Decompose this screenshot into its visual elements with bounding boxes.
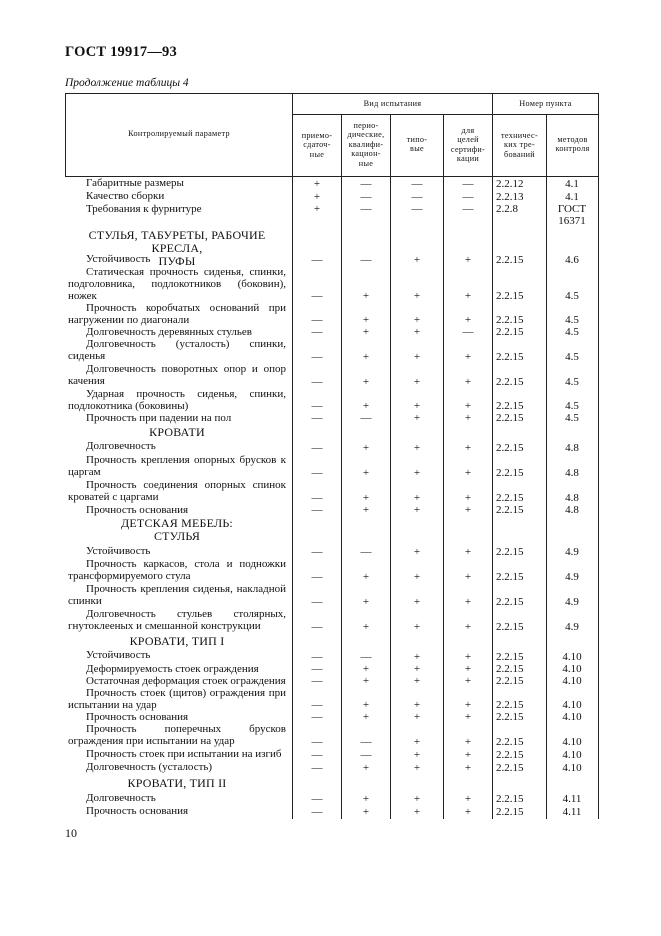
table-row xyxy=(0,266,661,302)
acceptance-test-cell: — xyxy=(311,675,323,687)
acceptance-test-cell: — xyxy=(311,663,323,675)
parameter-cell: Устойчивость xyxy=(86,253,151,265)
tech-requirements-clause-cell: 2.2.15 xyxy=(496,546,524,558)
periodic-test-cell: + xyxy=(362,663,370,675)
table-row xyxy=(0,711,661,723)
tech-requirements-clause-cell: 2.2.8 xyxy=(496,203,518,215)
control-method-clause-cell: ГОСТ 16371 xyxy=(557,203,587,227)
table-row xyxy=(0,558,661,583)
table-row xyxy=(0,302,661,326)
periodic-test-cell: + xyxy=(362,711,370,723)
certification-test-cell: + xyxy=(464,504,472,516)
control-method-clause-cell: 4.5 xyxy=(565,412,579,424)
parameter-cell: Долговечность xyxy=(86,440,156,452)
type-test-cell: + xyxy=(413,254,421,266)
periodic-test-cell: — xyxy=(360,191,372,203)
periodic-test-cell: — xyxy=(360,254,372,266)
periodic-test-cell: + xyxy=(362,806,370,818)
parameter-cell: Прочность основания xyxy=(86,504,189,516)
parameter-cell: Прочность стоек (щитов) ограждения при испытании на удар xyxy=(68,687,286,711)
tech-requirements-clause-cell: 2.2.15 xyxy=(496,326,524,338)
control-method-clause-cell: 4.9 xyxy=(565,621,579,633)
control-method-clause-cell: 4.10 xyxy=(562,749,582,761)
control-method-clause-cell: 4.10 xyxy=(562,736,582,748)
certification-test-cell: + xyxy=(464,675,472,687)
control-method-clause-cell: 4.9 xyxy=(565,571,579,583)
parameter-cell: Требования к фурнитуре xyxy=(86,203,202,215)
type-test-cell: + xyxy=(413,314,421,326)
control-method-clause-cell: 4.10 xyxy=(562,699,582,711)
periodic-test-cell: — xyxy=(360,749,372,761)
table-row xyxy=(0,761,661,774)
control-method-clause-cell: 4.5 xyxy=(565,314,579,326)
tech-requirements-clause-cell: 2.2.15 xyxy=(496,749,524,761)
periodic-test-cell: + xyxy=(362,467,370,479)
table-row xyxy=(0,805,661,818)
tech-requirements-clause-cell: 2.2.12 xyxy=(496,178,524,190)
type-test-cell: — xyxy=(411,191,423,203)
header-tech-requirements: техничес- ких тре- бований xyxy=(501,131,538,159)
certification-test-cell: + xyxy=(464,314,472,326)
table-row xyxy=(0,583,661,608)
control-method-clause-cell: 4.5 xyxy=(565,376,579,388)
section-heading-text: КРОВАТИ, ТИП II xyxy=(127,776,227,790)
certification-test-cell: + xyxy=(464,412,472,424)
periodic-test-cell: + xyxy=(362,351,370,363)
periodic-test-cell: — xyxy=(360,178,372,190)
header-test-type: Вид испытания xyxy=(363,99,422,108)
tech-requirements-clause-cell: 2.2.15 xyxy=(496,663,524,675)
type-test-cell: + xyxy=(413,699,421,711)
certification-test-cell: + xyxy=(464,793,472,805)
table-row xyxy=(0,675,661,687)
certification-test-cell: + xyxy=(464,546,472,558)
section-heading xyxy=(0,517,661,545)
certification-test-cell: + xyxy=(464,442,472,454)
control-method-clause-cell: 4.8 xyxy=(565,492,579,504)
acceptance-test-cell: — xyxy=(311,314,323,326)
certification-test-cell: — xyxy=(462,326,474,338)
tech-requirements-clause-cell: 2.2.13 xyxy=(496,191,524,203)
type-test-cell: + xyxy=(413,793,421,805)
certification-test-cell: + xyxy=(464,651,472,663)
parameter-cell: Прочность основания xyxy=(86,805,189,817)
tech-requirements-clause-cell: 2.2.15 xyxy=(496,699,524,711)
certification-test-cell: + xyxy=(464,806,472,818)
certification-test-cell: + xyxy=(464,596,472,608)
acceptance-test-cell: — xyxy=(311,412,323,424)
tech-requirements-clause-cell: 2.2.15 xyxy=(496,711,524,723)
periodic-test-cell: — xyxy=(360,546,372,558)
parameter-cell: Долговечность (усталость) xyxy=(86,761,213,773)
periodic-test-cell: + xyxy=(362,290,370,302)
type-test-cell: + xyxy=(413,675,421,687)
tech-requirements-clause-cell: 2.2.15 xyxy=(496,467,524,479)
control-method-clause-cell: 4.5 xyxy=(565,400,579,412)
certification-test-cell: — xyxy=(462,191,474,203)
table-row xyxy=(0,608,661,633)
control-method-clause-cell: 4.8 xyxy=(565,504,579,516)
periodic-test-cell: + xyxy=(362,571,370,583)
certification-test-cell: + xyxy=(464,254,472,266)
periodic-test-cell: — xyxy=(360,203,372,215)
type-test-cell: + xyxy=(413,749,421,761)
parameter-cell: Статическая прочность сиденья, спинки, подголовника, подлокотников (боковин), ножек xyxy=(68,266,286,302)
table-row xyxy=(0,363,661,388)
tech-requirements-clause-cell: 2.2.15 xyxy=(496,675,524,687)
header-periodic: перио- дические, квалифи- кацион- ные xyxy=(347,121,385,168)
acceptance-test-cell: — xyxy=(311,504,323,516)
acceptance-test-cell: — xyxy=(311,736,323,748)
parameter-cell: Прочность при падении на пол xyxy=(86,412,232,424)
acceptance-test-cell: — xyxy=(311,400,323,412)
type-test-cell: + xyxy=(413,290,421,302)
periodic-test-cell: + xyxy=(362,492,370,504)
certification-test-cell: — xyxy=(462,178,474,190)
acceptance-test-cell: — xyxy=(311,793,323,805)
table-row xyxy=(0,649,661,663)
parameter-cell: Габаритные размеры xyxy=(86,177,184,189)
periodic-test-cell: + xyxy=(362,376,370,388)
type-test-cell: + xyxy=(413,663,421,675)
control-method-clause-cell: 4.6 xyxy=(565,254,579,266)
type-test-cell: + xyxy=(413,467,421,479)
certification-test-cell: + xyxy=(464,663,472,675)
type-test-cell: + xyxy=(413,596,421,608)
parameter-cell: Прочность коробчатых оснований при нагружении по диагонали xyxy=(68,302,286,326)
acceptance-test-cell: — xyxy=(311,699,323,711)
certification-test-cell: + xyxy=(464,376,472,388)
tech-requirements-clause-cell: 2.2.15 xyxy=(496,442,524,454)
acceptance-test-cell: — xyxy=(311,376,323,388)
acceptance-test-cell: — xyxy=(311,290,323,302)
periodic-test-cell: — xyxy=(360,736,372,748)
control-method-clause-cell: 4.5 xyxy=(565,290,579,302)
header-control-methods: методов контроля xyxy=(555,135,590,154)
control-method-clause-cell: 4.5 xyxy=(565,351,579,363)
table-row xyxy=(0,412,661,424)
parameter-cell: Устойчивость xyxy=(86,545,151,557)
control-method-clause-cell: 4.1 xyxy=(565,191,579,203)
table-row xyxy=(0,723,661,748)
tech-requirements-clause-cell: 2.2.15 xyxy=(496,762,524,774)
section-heading-text: КРОВАТИ xyxy=(149,425,205,439)
certification-test-cell: + xyxy=(464,351,472,363)
header-param: Контролируемый параметр xyxy=(128,129,230,138)
acceptance-test-cell: — xyxy=(311,442,323,454)
periodic-test-cell: — xyxy=(360,412,372,424)
periodic-test-cell: + xyxy=(362,699,370,711)
section-heading-text: СТУЛЬЯ, ТАБУРЕТЫ, РАБОЧИЕ КРЕСЛА, ПУФЫ xyxy=(88,228,266,268)
tech-requirements-clause-cell: 2.2.15 xyxy=(496,806,524,818)
tech-requirements-clause-cell: 2.2.15 xyxy=(496,736,524,748)
acceptance-test-cell: — xyxy=(311,749,323,761)
type-test-cell: + xyxy=(413,736,421,748)
header-type: типо- вые xyxy=(406,135,428,154)
certification-test-cell: — xyxy=(462,203,474,215)
table-row xyxy=(0,190,661,203)
periodic-test-cell: + xyxy=(362,400,370,412)
tech-requirements-clause-cell: 2.2.15 xyxy=(496,571,524,583)
control-method-clause-cell: 4.10 xyxy=(562,663,582,675)
type-test-cell: + xyxy=(413,621,421,633)
tech-requirements-clause-cell: 2.2.15 xyxy=(496,254,524,266)
periodic-test-cell: + xyxy=(362,621,370,633)
parameter-cell: Деформируемость стоек ограждения xyxy=(86,663,259,675)
parameter-cell: Прочность крепления опорных брусков к царгам xyxy=(68,454,286,478)
acceptance-test-cell: + xyxy=(313,191,321,203)
table-row xyxy=(0,545,661,558)
table-row xyxy=(0,388,661,412)
tech-requirements-clause-cell: 2.2.15 xyxy=(496,376,524,388)
parameter-cell: Прочность основания xyxy=(86,711,189,723)
acceptance-test-cell: + xyxy=(313,178,321,190)
document-header: ГОСТ 19917—93 xyxy=(65,44,177,60)
table-row xyxy=(0,663,661,675)
periodic-test-cell: + xyxy=(362,762,370,774)
table-row xyxy=(0,440,661,454)
certification-test-cell: + xyxy=(464,762,472,774)
certification-test-cell: + xyxy=(464,711,472,723)
table-row xyxy=(0,338,661,363)
periodic-test-cell: + xyxy=(362,314,370,326)
parameter-cell: Долговечность поворотных опор и опор качения xyxy=(68,363,286,387)
periodic-test-cell: — xyxy=(360,651,372,663)
table-row xyxy=(0,479,661,504)
parameter-cell: Долговечность стульев столярных, гнутоклееных и смешанной конструкции xyxy=(68,608,286,632)
type-test-cell: + xyxy=(413,504,421,516)
parameter-cell: Долговечность деревянных стульев xyxy=(86,326,252,338)
table-row xyxy=(0,177,661,190)
control-method-clause-cell: 4.11 xyxy=(562,793,582,805)
acceptance-test-cell: — xyxy=(311,254,323,266)
certification-test-cell: + xyxy=(464,400,472,412)
page-number: 10 xyxy=(65,826,77,840)
periodic-test-cell: + xyxy=(362,326,370,338)
control-method-clause-cell: 4.1 xyxy=(565,178,579,190)
acceptance-test-cell: — xyxy=(311,467,323,479)
periodic-test-cell: + xyxy=(362,793,370,805)
table-row xyxy=(0,454,661,479)
type-test-cell: + xyxy=(413,326,421,338)
table-row xyxy=(0,504,661,516)
parameter-cell: Прочность стоек при испытании на изгиб xyxy=(86,748,282,760)
parameter-cell: Ударная прочность сиденья, спинки, подлокотника (боковины) xyxy=(68,388,286,412)
acceptance-test-cell: — xyxy=(311,571,323,583)
acceptance-test-cell: — xyxy=(311,351,323,363)
section-heading xyxy=(0,635,661,649)
certification-test-cell: + xyxy=(464,699,472,711)
table-continuation-caption: Продолжение таблицы 4 xyxy=(65,77,189,89)
type-test-cell: + xyxy=(413,351,421,363)
tech-requirements-clause-cell: 2.2.15 xyxy=(496,412,524,424)
acceptance-test-cell: — xyxy=(311,596,323,608)
type-test-cell: + xyxy=(413,762,421,774)
type-test-cell: + xyxy=(413,376,421,388)
periodic-test-cell: + xyxy=(362,442,370,454)
type-test-cell: + xyxy=(413,400,421,412)
section-heading xyxy=(0,777,661,791)
parameter-cell: Остаточная деформация стоек ограждения xyxy=(86,675,286,687)
type-test-cell: + xyxy=(413,546,421,558)
control-method-clause-cell: 4.5 xyxy=(565,326,579,338)
type-test-cell: + xyxy=(413,412,421,424)
section-heading-text: КРОВАТИ, ТИП I xyxy=(129,634,225,648)
acceptance-test-cell: — xyxy=(311,621,323,633)
control-method-clause-cell: 4.8 xyxy=(565,442,579,454)
parameter-cell: Устойчивость xyxy=(86,649,151,661)
tech-requirements-clause-cell: 2.2.15 xyxy=(496,504,524,516)
type-test-cell: — xyxy=(411,178,423,190)
periodic-test-cell: + xyxy=(362,675,370,687)
type-test-cell: + xyxy=(413,492,421,504)
type-test-cell: + xyxy=(413,651,421,663)
tech-requirements-clause-cell: 2.2.15 xyxy=(496,351,524,363)
certification-test-cell: + xyxy=(464,749,472,761)
table-row xyxy=(0,253,661,266)
table-row xyxy=(0,792,661,805)
certification-test-cell: + xyxy=(464,467,472,479)
parameter-cell: Долговечность xyxy=(86,792,156,804)
acceptance-test-cell: — xyxy=(311,711,323,723)
certification-test-cell: + xyxy=(464,571,472,583)
section-heading-text: ДЕТСКАЯ МЕБЕЛЬ: СТУЛЬЯ xyxy=(121,516,233,543)
parameter-cell: Прочность соединения опорных спинок кроватей с царгами xyxy=(68,479,286,503)
parameter-cell: Прочность каркасов, стола и подножки трансформируемого стула xyxy=(68,558,286,582)
type-test-cell: + xyxy=(413,806,421,818)
tech-requirements-clause-cell: 2.2.15 xyxy=(496,793,524,805)
tech-requirements-clause-cell: 2.2.15 xyxy=(496,400,524,412)
periodic-test-cell: + xyxy=(362,596,370,608)
header-clause-no: Номер пункта xyxy=(519,99,572,108)
parameter-cell: Прочность крепления сиденья, накладной спинки xyxy=(68,583,286,607)
tech-requirements-clause-cell: 2.2.15 xyxy=(496,596,524,608)
parameter-cell: Прочность поперечных брусков ограждения при испытании на удар xyxy=(68,723,286,747)
acceptance-test-cell: — xyxy=(311,546,323,558)
table-top-border xyxy=(65,93,598,94)
acceptance-test-cell: — xyxy=(311,762,323,774)
tech-requirements-clause-cell: 2.2.15 xyxy=(496,621,524,633)
control-method-clause-cell: 4.9 xyxy=(565,546,579,558)
control-method-clause-cell: 4.10 xyxy=(562,762,582,774)
acceptance-test-cell: — xyxy=(311,326,323,338)
acceptance-test-cell: — xyxy=(311,492,323,504)
tech-requirements-clause-cell: 2.2.15 xyxy=(496,492,524,504)
header-subdivider xyxy=(292,114,598,115)
table-row xyxy=(0,326,661,338)
header-acceptance: приемо- сдаточ- ные xyxy=(301,131,333,159)
periodic-test-cell: + xyxy=(362,504,370,516)
tech-requirements-clause-cell: 2.2.15 xyxy=(496,290,524,302)
control-method-clause-cell: 4.10 xyxy=(562,675,582,687)
tech-requirements-clause-cell: 2.2.15 xyxy=(496,651,524,663)
section-heading xyxy=(0,426,661,440)
table-row xyxy=(0,748,661,761)
header-certification: для целей сертифи- кации xyxy=(450,126,486,164)
control-method-clause-cell: 4.9 xyxy=(565,596,579,608)
acceptance-test-cell: — xyxy=(311,806,323,818)
acceptance-test-cell: + xyxy=(313,203,321,215)
table-row xyxy=(0,687,661,711)
control-method-clause-cell: 4.10 xyxy=(562,651,582,663)
certification-test-cell: + xyxy=(464,290,472,302)
type-test-cell: + xyxy=(413,571,421,583)
acceptance-test-cell: — xyxy=(311,651,323,663)
type-test-cell: + xyxy=(413,442,421,454)
certification-test-cell: + xyxy=(464,492,472,504)
control-method-clause-cell: 4.10 xyxy=(562,711,582,723)
table-row xyxy=(0,203,661,227)
tech-requirements-clause-cell: 2.2.15 xyxy=(496,314,524,326)
parameter-cell: Качество сборки xyxy=(86,190,165,202)
type-test-cell: — xyxy=(411,203,423,215)
control-method-clause-cell: 4.8 xyxy=(565,467,579,479)
certification-test-cell: + xyxy=(464,736,472,748)
control-method-clause-cell: 4.11 xyxy=(562,806,582,818)
type-test-cell: + xyxy=(413,711,421,723)
certification-test-cell: + xyxy=(464,621,472,633)
parameter-cell: Долговечность (усталость) спинки, сиденья xyxy=(68,338,286,362)
